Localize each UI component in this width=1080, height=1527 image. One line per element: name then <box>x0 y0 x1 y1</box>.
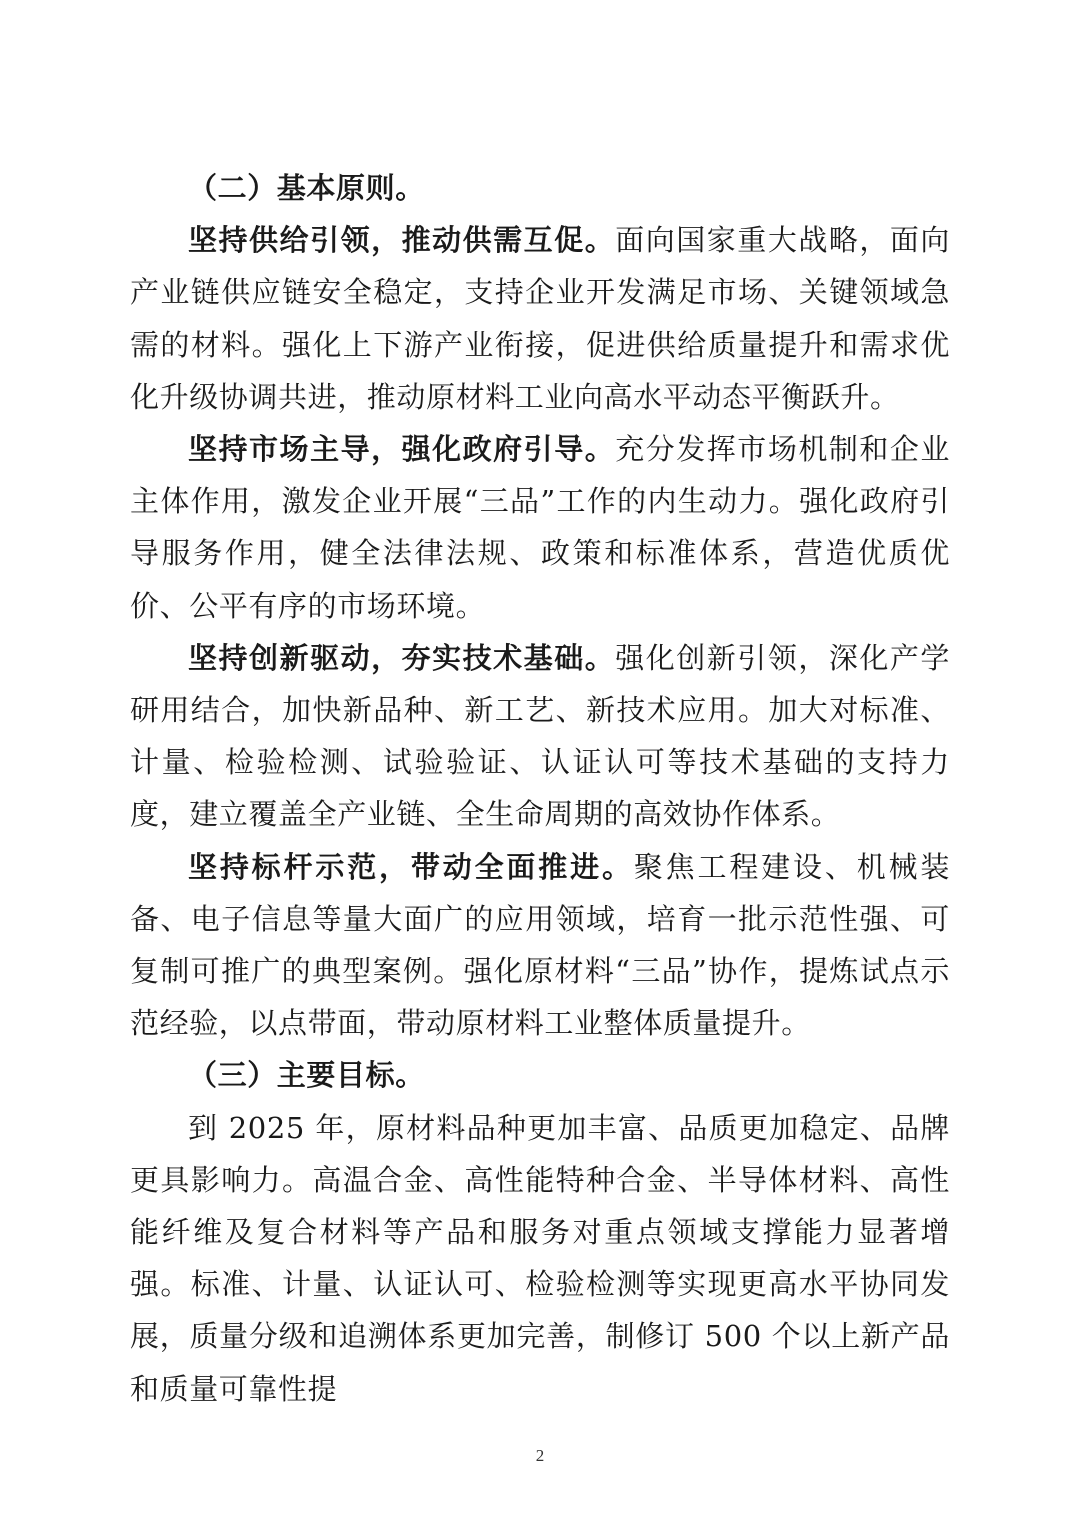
section-heading-main-goals: （三）主要目标。 <box>188 1058 425 1093</box>
goals-body: 到 2025 年，原材料品种更加丰富、品质更加稳定、品牌更具影响力。高温合金、高性能特种合金、半导体材料、高性能纤维及复合材料等产品和服务对重点领域支撑能力显著增强。标准、计量、认证认可、检验检测等实现更高水平协同发展，质量分级和追溯体系更加完善，制修订 500 个以上新产品和质量可靠性提 <box>130 1110 950 1406</box>
principle-paragraph-benchmark <box>130 841 950 1050</box>
principle-body-market: 充分发挥市场机制和企业主体作用，激发企业开展“三品”工作的内生动力。强化政府引导服务作用，健全法律法规、政策和标准体系，营造优质优价、公平有序的市场环境。 <box>130 432 950 623</box>
goals-paragraph <box>130 1102 950 1415</box>
section-heading-basic-principles: （二）基本原则。 <box>188 171 425 205</box>
principle-paragraph-innovation <box>130 632 950 841</box>
principle-paragraph-market <box>130 423 950 632</box>
principle-lead-supply: 坚持供给引领，推动供需互促。 <box>188 223 616 258</box>
principle-body-benchmark: 聚焦工程建设、机械装备、电子信息等量大面广的应用领域，培育一批示范性强、可复制可推广的典型案例。强化原材料“三品”协作，提炼试点示范经验，以点带面，带动原材料工业整体质量提升。 <box>130 849 950 1041</box>
principle-lead-benchmark: 坚持标杆示范，带动全面推进。 <box>188 849 634 884</box>
principle-lead-innovation: 坚持创新驱动，夯实技术基础。 <box>188 640 616 675</box>
principle-body-supply: 面向国家重大战略，面向产业链供应链安全稳定，支持企业开发满足市场、关键领域急需的材料。强化上下游产业衔接，促进供给质量提升和需求优化升级协调共进，推动原材料工业向高水平动态平衡跃升。 <box>130 223 950 414</box>
document-body <box>130 162 950 1415</box>
page-number: 2 <box>535 1446 545 1465</box>
principle-lead-market: 坚持市场主导，强化政府引导。 <box>188 432 616 467</box>
principle-paragraph-supply <box>130 214 950 423</box>
principle-body-innovation: 强化创新引领，深化产学研用结合，加快新品种、新工艺、新技术应用。加大对标准、计量、检验检测、试验验证、认证认可等技术基础的支持力度，建立覆盖全产业链、全生命周期的高效协作体系。 <box>130 640 950 832</box>
